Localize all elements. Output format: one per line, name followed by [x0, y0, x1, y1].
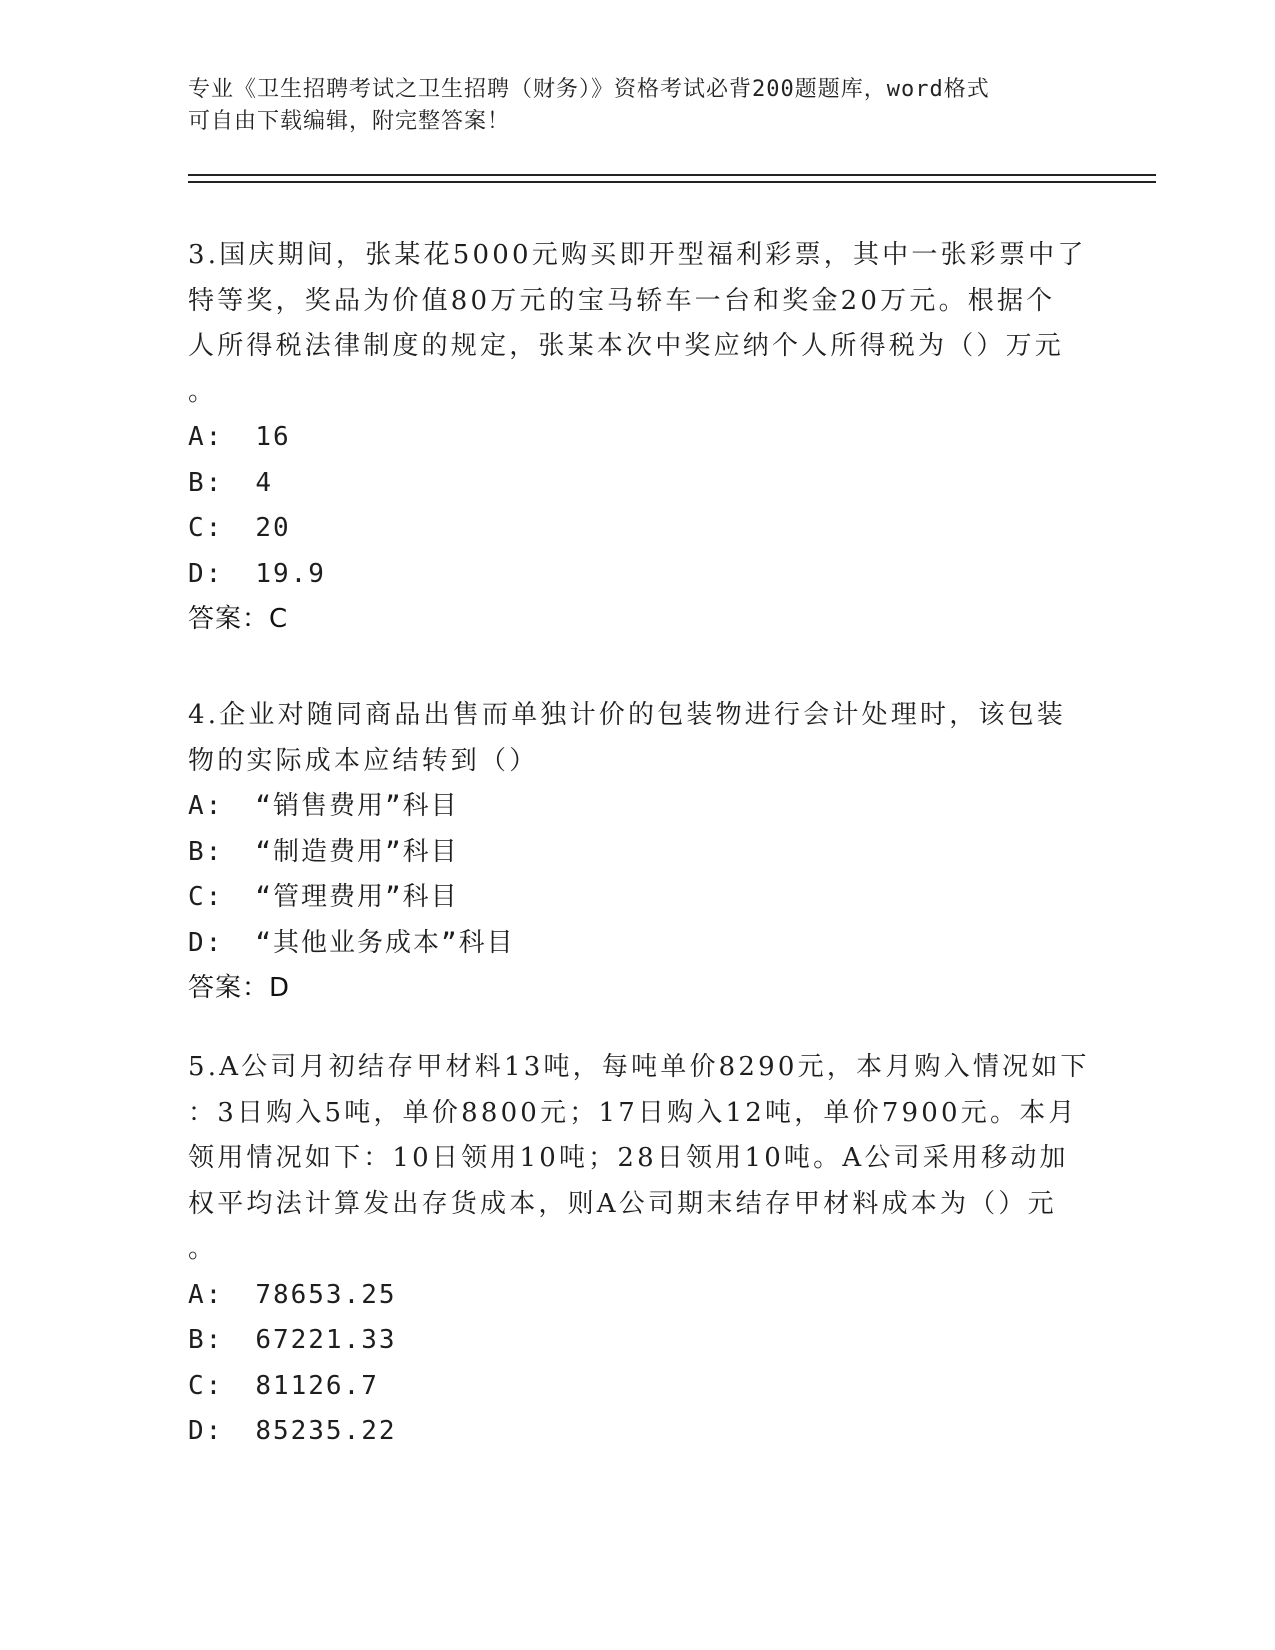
- option-text: 4: [255, 467, 273, 498]
- document-header: [188, 74, 1088, 138]
- option-a: [188, 415, 1088, 461]
- option-d: [188, 921, 1088, 967]
- option-key: A:: [188, 1279, 224, 1310]
- stem-line: 。: [188, 376, 218, 407]
- question-stem: [188, 693, 1088, 784]
- option-a: [188, 784, 1088, 830]
- option-text: 19.9: [255, 558, 326, 589]
- option-text: 78653.25: [255, 1279, 397, 1310]
- option-c: [188, 506, 1088, 552]
- option-d: [188, 552, 1088, 598]
- option-key: B:: [188, 1325, 224, 1355]
- option-key: B:: [188, 467, 224, 498]
- question-3: [188, 233, 1088, 643]
- option-a: [188, 1273, 1088, 1319]
- option-b: [188, 1318, 1088, 1364]
- option-key: D:: [188, 927, 224, 958]
- stem-line: 3.国庆期间，张某花5000元购买即开型福利彩票，其中一张彩票中了: [188, 240, 1087, 270]
- answer-text: 答案：C: [188, 604, 289, 634]
- option-text: “其他业务成本”科目: [255, 927, 515, 958]
- option-d: [188, 1409, 1088, 1455]
- stem-line: 物的实际成本应结转到（）: [188, 745, 539, 776]
- header-divider-top: [188, 174, 1156, 176]
- header-line: 可自由下载编辑，附完整答案！: [188, 109, 511, 134]
- option-key: C:: [188, 882, 224, 912]
- question-5: [188, 1045, 1088, 1455]
- option-text: 67221.33: [255, 1325, 397, 1355]
- option-key: C:: [188, 513, 224, 543]
- option-key: D:: [188, 558, 224, 589]
- option-c: [188, 875, 1088, 921]
- option-text: 20: [255, 513, 291, 543]
- question-stem: [188, 1045, 1088, 1273]
- option-text: “销售费用”科目: [255, 791, 459, 821]
- header-divider-bottom: [188, 181, 1156, 183]
- option-key: A:: [188, 791, 224, 821]
- option-key: B:: [188, 836, 224, 867]
- option-b: [188, 830, 1088, 876]
- stem-line: 4.企业对随同商品出售而单独计价的包装物进行会计处理时，该包装: [188, 700, 1067, 730]
- header-line: 专业《卫生招聘考试之卫生招聘（财务）》资格考试必背200题题库，word格式: [188, 77, 990, 102]
- stem-line: 。: [188, 1234, 218, 1264]
- stem-line: 领用情况如下：10日领用10吨；28日领用10吨。A公司采用移动加: [188, 1143, 1069, 1173]
- stem-line: 人所得税法律制度的规定，张某本次中奖应纳个人所得税为（）万元: [188, 331, 1065, 361]
- option-b: [188, 461, 1088, 507]
- option-text: 85235.22: [255, 1416, 397, 1446]
- stem-line: 5.A公司月初结存甲材料13吨，每吨单价8290元，本月购入情况如下: [188, 1052, 1090, 1082]
- option-text: 16: [255, 422, 291, 452]
- option-text: “制造费用”科目: [255, 836, 459, 867]
- stem-line: 权平均法计算发出存货成本，则A公司期末结存甲材料成本为（）元: [188, 1188, 1057, 1219]
- option-text: 81126.7: [255, 1370, 379, 1401]
- stem-line: ：3日购入5吨，单价8800元；17日购入12吨，单价7900元。本月: [188, 1097, 1078, 1128]
- option-key: A:: [188, 422, 224, 452]
- option-c: [188, 1364, 1088, 1410]
- question-stem: [188, 233, 1088, 415]
- option-key: C:: [188, 1370, 224, 1401]
- option-text: “管理费用”科目: [255, 882, 459, 912]
- question-4: [188, 693, 1088, 1012]
- answer-text: 答案：D: [188, 973, 291, 1003]
- stem-line: 特等奖，奖品为价值80万元的宝马轿车一台和奖金20万元。根据个: [188, 285, 1056, 316]
- option-key: D:: [188, 1416, 224, 1446]
